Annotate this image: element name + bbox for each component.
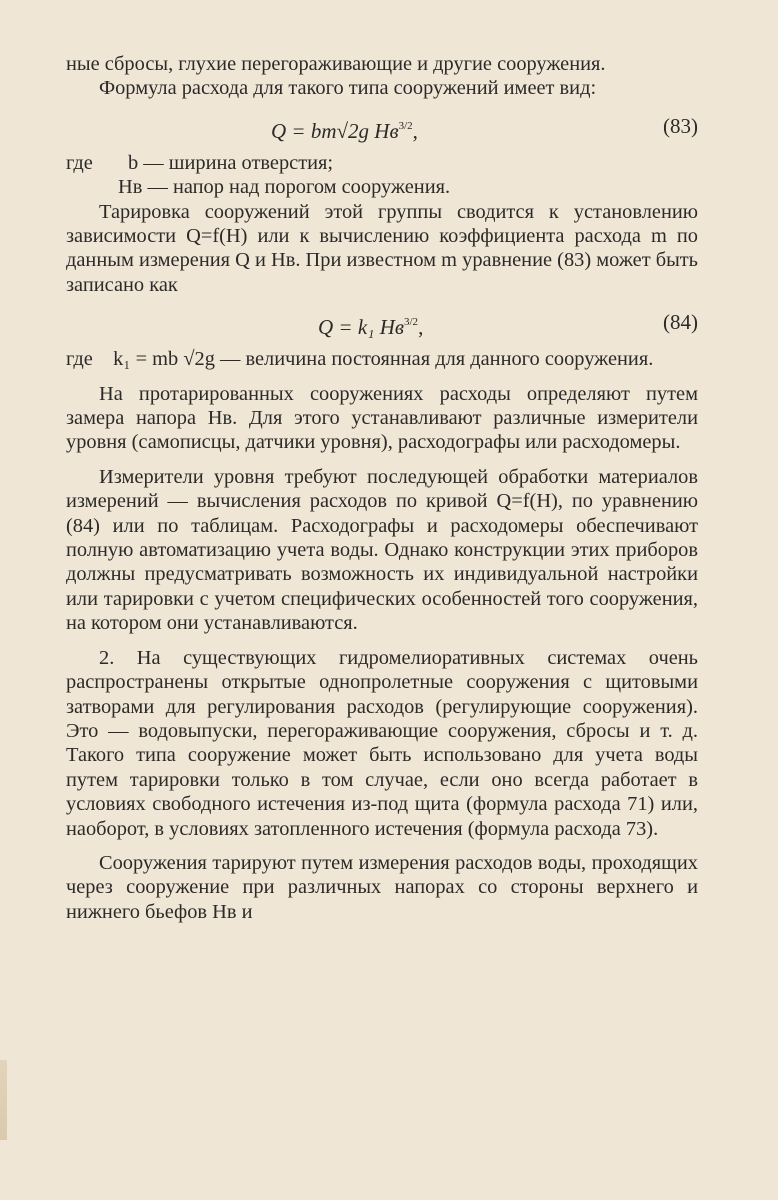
text-last: Сооружения тарируют путем измерения расходов воды, проходящих через сооружение при различных напорах со стороны верхнего и нижнего бьефов Hв и	[66, 851, 698, 923]
formula-83-expression: Q = bm√2g $Hв^{3/2}$,	[271, 118, 418, 143]
where-h-text: Hв — напор над порогом сооружения.	[118, 176, 451, 199]
formula-84-power: 3/2	[404, 316, 419, 329]
where-label: где	[66, 151, 93, 174]
text-formula-intro: Формула расхода для такого типа сооружений имеет вид:	[99, 77, 597, 100]
formula-83	[66, 101, 698, 151]
text-calibration: Тарировка сооружений этой группы сводится к установлению зависимости Q=f(H) или к вычислению коэффициента расхода m по данным измерения Q и Hв. При известном m уравнение (83) может быть записано как	[66, 200, 698, 296]
formula-84-expression: Q = k₁ $Hв^{3/2}$,	[318, 315, 424, 340]
formula-83-number: (83)	[663, 113, 698, 138]
where-b	[66, 151, 698, 175]
formula-84-number: (84)	[663, 310, 698, 335]
paper-stain	[0, 1060, 7, 1140]
formula-83-power: 3/2	[398, 119, 413, 132]
where-k-text: k₁ = mb √2g — величина постоянная для данного сооружения.	[113, 348, 654, 371]
formula-84	[66, 297, 698, 347]
text-intro: ные сбросы, глухие перегораживающие и другие сооружения.	[66, 53, 606, 75]
where-h	[66, 175, 698, 199]
text-item-2: 2. На существующих гидромелиоративных системах очень распространены открытые однопролетные сооружения с щитовыми затворами для регулирования расходов (регулирующие сооружения). Это — водовыпуски, перегораживающие сооружения, сбросы и т. д. Такого типа сооружение может быть использовано для учета воды путем тарировки только в том случае, если оно всегда работает в условиях свободного истечения из-под щита (формула расхода 71) или, наоборот, в условиях затопленного истечения (формула расхода 73).	[66, 646, 698, 840]
text-calibrated: На протарированных сооружениях расходы определяют путем замера напора Hв. Для этого устанавливают различные измерители уровня (самописцы, датчики уровня), расходографы или расходомеры.	[66, 382, 698, 454]
where-b-text: b — ширина отверстия;	[128, 151, 334, 174]
where-k: где k₁ = mb √2g — величина постоянная для данного сооружения.	[66, 348, 654, 371]
text-meters: Измерители уровня требуют последующей обработки материалов измерений — вычисления расходов по кривой Q=f(H), по уравнению (84) или по таблицам. Расходографы и расходомеры обеспечивают полную автоматизацию учета воды. Однако конструкции этих приборов должны предусматривать возможность их индивидуальной настройки или тарировки с учетом специфических особенностей того сооружения, на котором они устанавливаются.	[66, 465, 698, 635]
